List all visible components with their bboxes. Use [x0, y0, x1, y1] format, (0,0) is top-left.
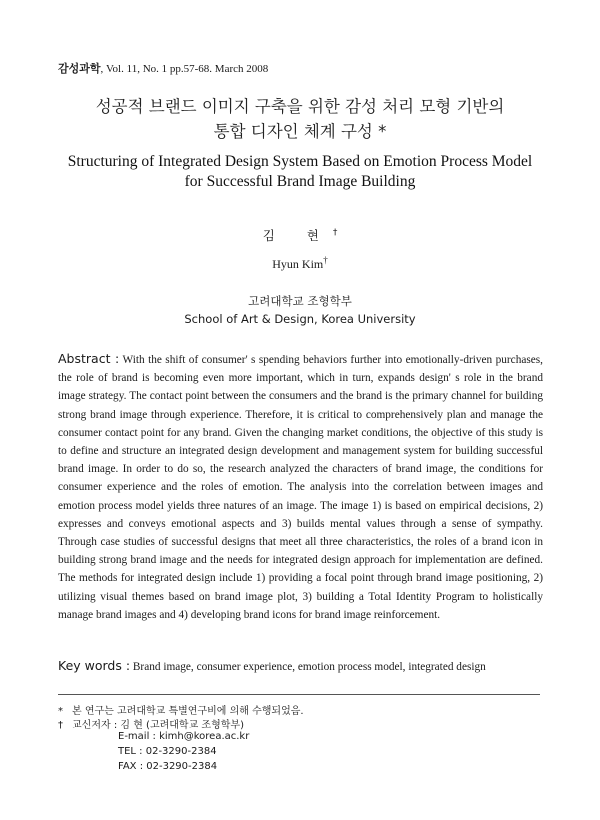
keywords-label: Key words : [58, 658, 131, 673]
author-name-english [0, 255, 600, 272]
author-name-korean [0, 226, 600, 244]
author-mark-en: † [323, 255, 328, 265]
journal-citation: Vol. 11, No. 1 pp.57-68. March 2008 [106, 63, 269, 75]
affiliation-korean: 고려대학교 조형학부 [248, 294, 352, 308]
title-english-line2: for Successful Brand Image Building [184, 173, 416, 190]
affiliation-english: School of Art & Design, Korea University [184, 312, 416, 326]
footnote-fax: FAX : 02-3290-2384 [118, 761, 218, 772]
title-english-line1: Structuring of Integrated Design System Based on Emotion Process Model [67, 153, 533, 170]
footnote-funding-mark: * [58, 706, 63, 717]
author-name-ko-text: 김 현 [262, 228, 333, 243]
footnote-funding-text: 본 연구는 고려대학교 특별연구비에 의해 수행되었음. [72, 706, 304, 717]
footnote-corresponding-mark: † [58, 720, 63, 731]
footnote-email: E-mail : kimh@korea.ac.kr [118, 731, 250, 742]
title-korean-line2: 통합 디자인 체계 구성 * [213, 122, 387, 141]
footnote-corresponding-text: 교신저자 : 김 현 (고려대학교 조형학부) [72, 720, 244, 731]
keywords-text: Brand image, consumer experience, emotion process model, integrated design [132, 661, 486, 673]
author-mark-ko: † [332, 227, 338, 238]
abstract-text: With the shift of consumer' s spending behaviors further into emotionally-driven purchases, the role of brand is becoming even more important, which in turn, expands design' s role in the brand image strategy. The contact point between the consumers and the brand is the primary channel for building strong brand image through experience. Therefore, it is critical to comprehensively plan and manage the consumer contact point for any brand. Given the changing market conditions, the objective of this study is to define and structure an integrated design development and management system for building successful brand image. In order to do so, the research analyzed the characters of brand image, the conditions for consumer experience and the roles of emotion. The analysis into the correlation between images and emotion process model yields three natures of an image. The image 1) is based on empirical decisions, 2) expresses and conveys emotional aspects and 3) builds mental values through a sense of sympathy. Through case studies of successful designs that meet all three characteristics, the roles of a brand icon in building strong brand image and the needs for integrated design approach for implementation are defined. The methods for integrated design include 1) providing a focal point through brand image positioning, 2) utilizing visual themes based on brand image plot, 3) building a Total Identity Program to holistically manage brand images and 4) developing brand icons for brand image reinforcement. [58, 354, 543, 621]
footnote-corresponding [58, 716, 244, 731]
journal-name: 감성과학 [58, 62, 101, 75]
author-name-en-text: Hyun Kim [272, 257, 324, 271]
footnote-tel: TEL : 02-3290-2384 [118, 746, 217, 757]
footnote-divider [58, 694, 540, 695]
footnote-funding [58, 702, 304, 717]
keywords [58, 658, 548, 673]
journal-header: 감성과학, Vol. 11, No. 1 pp.57-68. March 2008 [58, 62, 269, 75]
title-korean-line1: 성공적 브랜드 이미지 구축을 위한 감성 처리 모형 기반의 [95, 97, 505, 116]
abstract-label: Abstract : [58, 351, 120, 366]
abstract [58, 350, 543, 624]
